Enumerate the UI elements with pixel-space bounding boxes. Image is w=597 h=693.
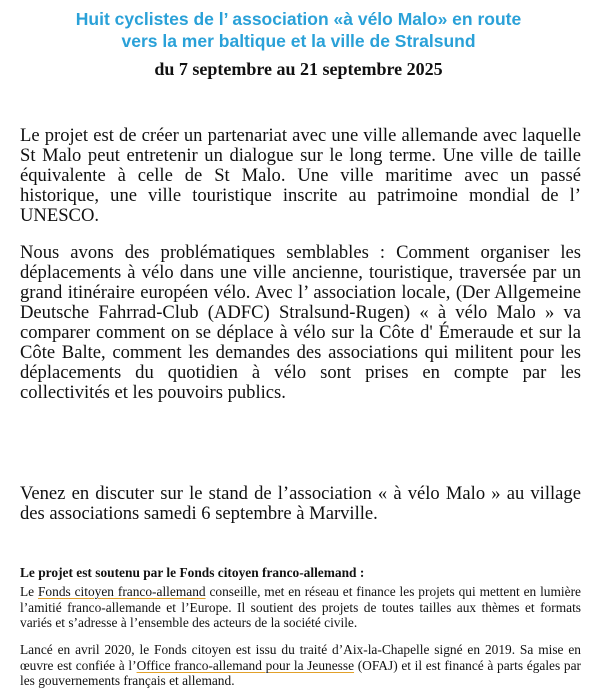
date-range: du 7 septembre au 21 septembre 2025 (154, 59, 443, 79)
support-heading: Le projet est soutenu par le Fonds citoyen franco-allemand : (20, 565, 365, 580)
support-p2-prefix: Lancé en avril 2020, le Fonds citoyen est issu du traité d’Aix-la-Chapelle signé en 2019. Sa mise en œuvre est confiée à l’ (20, 642, 581, 673)
ofaj-link[interactable]: Office franco-allemand pour la Jeunesse (136, 657, 355, 673)
paragraph-invitation: Venez en discuter sur le stand de l’association « à vélo Malo » au village des associations samedi 6 septembre à Marville. (20, 483, 581, 524)
support-paragraph-history (20, 642, 581, 689)
support-paragraph-fonds (20, 584, 581, 631)
support-p2-suffix: (OFAJ) et il est financé à parts égales par les gouvernements français et allemand. (20, 657, 581, 688)
paragraph-issues: Nous avons des problématiques semblables : Comment organiser les déplacements à vélo dans une ville ancienne, touristique, traversée par un grand itinéraire européen vélo. Avec l’ association locale, (Der Allgemeine Deutsche Fahrrad-Club (ADFC) Stralsund-Rugen) « à vélo Malo » va comparer comment on se déplace à vélo sur la Côte d' Émeraude et sur la Côte Balte, comment les demandes des associations qui militent pour les déplacements du quotidien à vélo sont prises en compte par les collectivités et les pouvoirs publics. (20, 242, 581, 403)
title-block (0, 8, 597, 80)
support-p1-suffix: conseille, met en réseau et finance les projets qui mettent en lumière l’amitié franco-allemande et l’Europe. Il soutient des projets de toutes tailles aux thèmes et formats variés et s’adresse à l’ensemble des acteurs de la société civile. (20, 584, 581, 630)
title-line-2: vers la mer baltique et la ville de Stralsund (121, 31, 476, 51)
title-line-1: Huit cyclistes de l’ association «à vélo Malo» en route (75, 9, 522, 29)
fonds-citoyen-link[interactable]: Fonds citoyen franco-allemand (37, 584, 206, 599)
paragraph-partnership: Le projet est de créer un partenariat avec une ville allemande avec laquelle St Malo peut entretenir un dialogue sur le long terme. Une ville de taille équivalente à celle de St Malo. Une ville maritime avec un passé historique, une ville touristique inscrite au patrimoine mondial de l’ UNESCO. (20, 125, 581, 226)
support-p1-prefix: Le (20, 584, 38, 599)
